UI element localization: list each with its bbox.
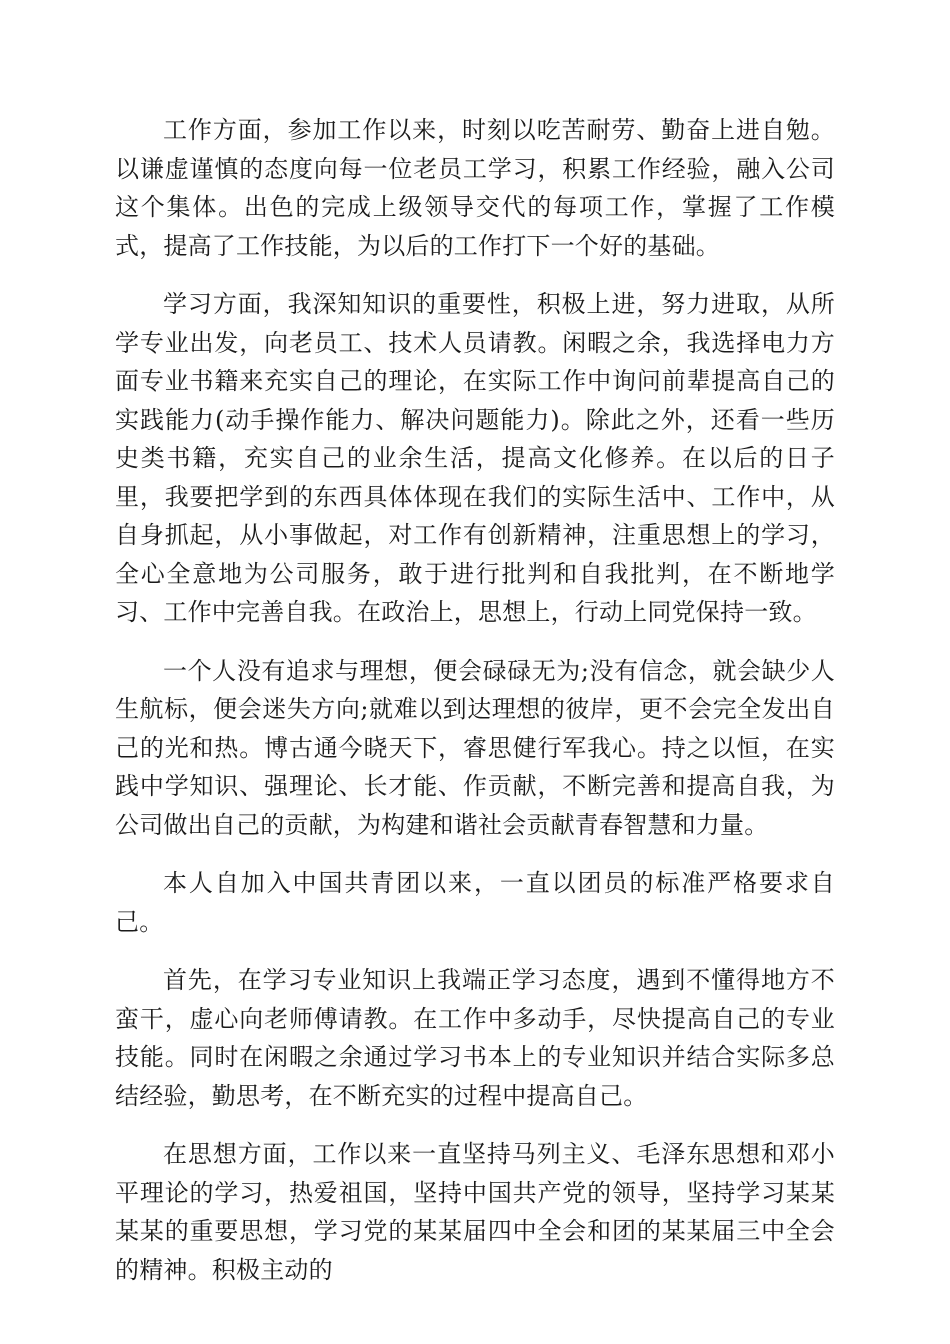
paragraph-thought: 在思想方面，工作以来一直坚持马列主义、毛泽东思想和邓小平理论的学习，热爱祖国，坚持中国共产党的领导，坚持学习某某某某的重要思想，学习党的某某届四中全会和团的某某届三中全会的精神。积极主动的: [115, 1140, 835, 1284]
paragraph-work: 工作方面，参加工作以来，时刻以吃苦耐劳、勤奋上进自勉。以谦虚谨慎的态度向每一位老员工学习，积累工作经验，融入公司这个集体。出色的完成上级领导交代的每项工作，掌握了工作模式，提高了工作技能，为以后的工作打下一个好的基础。: [115, 116, 835, 260]
paragraph-league: 本人自加入中国共青团以来，一直以团员的标准严格要求自己。: [115, 869, 835, 936]
document-body: [115, 111, 835, 1309]
paragraph-study: 学习方面，我深知知识的重要性，积极上进，努力进取，从所学专业出发，向老员工、技术人员请教。闲暇之余，我选择电力方面专业书籍来充实自己的理论，在实际工作中询问前辈提高自己的实践能力(动手操作能力、解决问题能力)。除此之外，还看一些历史类书籍，充实自己的业余生活，提高文化修养。在以后的日子里，我要把学到的东西具体体现在我们的实际生活中、工作中，从自身抓起，从小事做起，对工作有创新精神，注重思想上的学习，全心全意地为公司服务，敢于进行批判和自我批判，在不断地学习、工作中完善自我。在政治上，思想上，行动上同党保持一致。: [115, 290, 835, 626]
paragraph-first: 首先，在学习专业知识上我端正学习态度，遇到不懂得地方不蛮干，虚心向老师傅请教。在工作中多动手，尽快提高自己的专业技能。同时在闲暇之余通过学习书本上的专业知识并结合实际多总结经验，勤思考，在不断充实的过程中提高自己。: [115, 966, 835, 1110]
paragraph-ideals: 一个人没有追求与理想，便会碌碌无为;没有信念，就会缺少人生航标，便会迷失方向;就难以到达理想的彼岸，更不会完全发出自己的光和热。博古通今晓天下，睿思健行军我心。持之以恒，在实践中学知识、强理论、长才能、作贡献，不断完善和提高自我，为公司做出自己的贡献，为构建和谐社会贡献青春智慧和力量。: [115, 656, 835, 839]
